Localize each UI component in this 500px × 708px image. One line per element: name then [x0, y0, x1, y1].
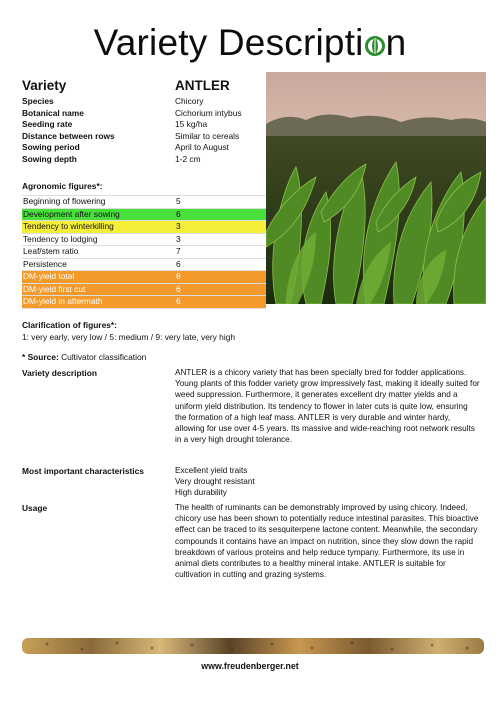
agro-label: Development after sowing — [23, 208, 120, 219]
chicory-field-photo — [266, 72, 486, 304]
spec-label: Sowing depth — [22, 153, 77, 164]
source-label: * Source: — [22, 352, 59, 362]
clarification-title: Clarification of figures*: — [22, 320, 117, 330]
spec-value: Similar to cereals — [175, 130, 240, 141]
characteristics-list — [175, 465, 480, 499]
agro-row — [22, 271, 266, 284]
characteristics-label: Most important characteristics — [22, 466, 144, 476]
agro-row — [22, 221, 266, 234]
agro-row — [22, 209, 266, 222]
spec-row-species — [22, 96, 266, 108]
spec-value: 1-2 cm — [175, 153, 201, 164]
agro-value: 7 — [176, 246, 181, 256]
agronomic-table — [22, 195, 266, 309]
agronomic-title: Agronomic figures*: — [22, 181, 103, 191]
list-item: High durability — [175, 488, 227, 498]
spec-row-seeding — [22, 119, 266, 131]
agro-value: 6 — [176, 296, 181, 306]
spec-table — [22, 96, 266, 165]
source-note — [22, 352, 146, 362]
agro-row — [22, 246, 266, 259]
description-text: ANTLER is a chicory variety that has been specially bred for fodder applications. Young plants of this fodder variety grow impressively fast, making it ideally suited for weed suppression. Furthermore, it generates excellent dry matter yields and a uniform yield distribution. Its tendency to flower in later cuts is quite low, ensuring the formation of a high leaf mass. ANTLER is very durable and winter hardy, allowing for use over 4-5 years. Its massive and wide-reaching root network results in a very high drought tolerance. — [175, 368, 480, 445]
list-item: Very drought resistant — [175, 477, 255, 487]
spec-row-botanical — [22, 108, 266, 120]
agro-value: 3 — [176, 221, 181, 231]
spec-value: Chicory — [175, 96, 204, 106]
list-item: Excellent yield traits — [175, 466, 248, 475]
clarification-text: 1: very early, very low / 5: medium / 9: very late, very high — [22, 331, 236, 342]
clarification — [22, 320, 235, 343]
usage-label: Usage — [22, 503, 48, 513]
title-text: Variety Descripti — [93, 22, 364, 63]
spec-label: Sowing period — [22, 142, 80, 152]
spec-label: Species — [22, 96, 54, 106]
agro-value: 6 — [176, 271, 181, 281]
footer-url[interactable]: www.freudenberger.net — [201, 661, 299, 671]
title-end: n — [385, 22, 407, 63]
agro-value: 6 — [176, 208, 181, 219]
page-title — [0, 22, 500, 64]
variety-label: Variety — [22, 78, 67, 93]
agro-value: 6 — [176, 258, 181, 269]
agro-label: Leaf/stem ratio — [23, 246, 79, 256]
agro-value: 6 — [176, 283, 181, 294]
leaf-o-icon — [364, 24, 386, 46]
agro-label: DM-yield first cut — [23, 283, 86, 294]
spec-value: April to August — [175, 142, 230, 152]
variety-name: ANTLER — [175, 78, 230, 93]
agro-row — [22, 259, 266, 272]
agro-row — [22, 284, 266, 297]
spec-row-distance — [22, 131, 266, 143]
agro-label: DM-yield total — [23, 271, 75, 281]
source-text: Cultivator classification — [58, 352, 147, 362]
spec-label: Distance between rows — [22, 130, 115, 141]
usage-text: The health of ruminants can be demonstrably improved by using chicory. Indeed, chicory use has been shown to potentially reduce intestinal parasites. This bioactive effect can be traced to its sesquiterpene lactone content. Meanwhile, the secondary compounds it contains have an impact on nutrition, since they slow down the rapid breakdown of various proteins and help reduce tympany. Furthermore, its use in animal diets contributes to a healthy mineral intake. ANTLER is suitable for cultivation in cutting and grazing systems. — [175, 503, 479, 580]
agro-label: DM-yield in aftermath — [23, 296, 103, 306]
spec-label: Seeding rate — [22, 119, 73, 129]
spec-value: 15 kg/ha — [175, 119, 208, 129]
agro-value: 5 — [176, 196, 181, 206]
agro-label: Tendency to winterkilling — [23, 221, 114, 231]
agro-label: Beginning of flowering — [23, 196, 106, 206]
spec-row-period — [22, 142, 266, 154]
spec-value: Cichorium intybus — [175, 107, 242, 118]
agro-label: Tendency to lodging — [23, 233, 98, 244]
agro-label: Persistence — [23, 258, 67, 269]
spec-row-depth — [22, 154, 266, 166]
agro-row — [22, 234, 266, 247]
agro-row — [22, 296, 266, 309]
seed-strip-image — [22, 636, 484, 656]
description-label: Variety description — [22, 368, 97, 378]
spec-label: Botanical name — [22, 107, 84, 118]
agro-row — [22, 195, 266, 209]
agro-value: 3 — [176, 233, 181, 244]
